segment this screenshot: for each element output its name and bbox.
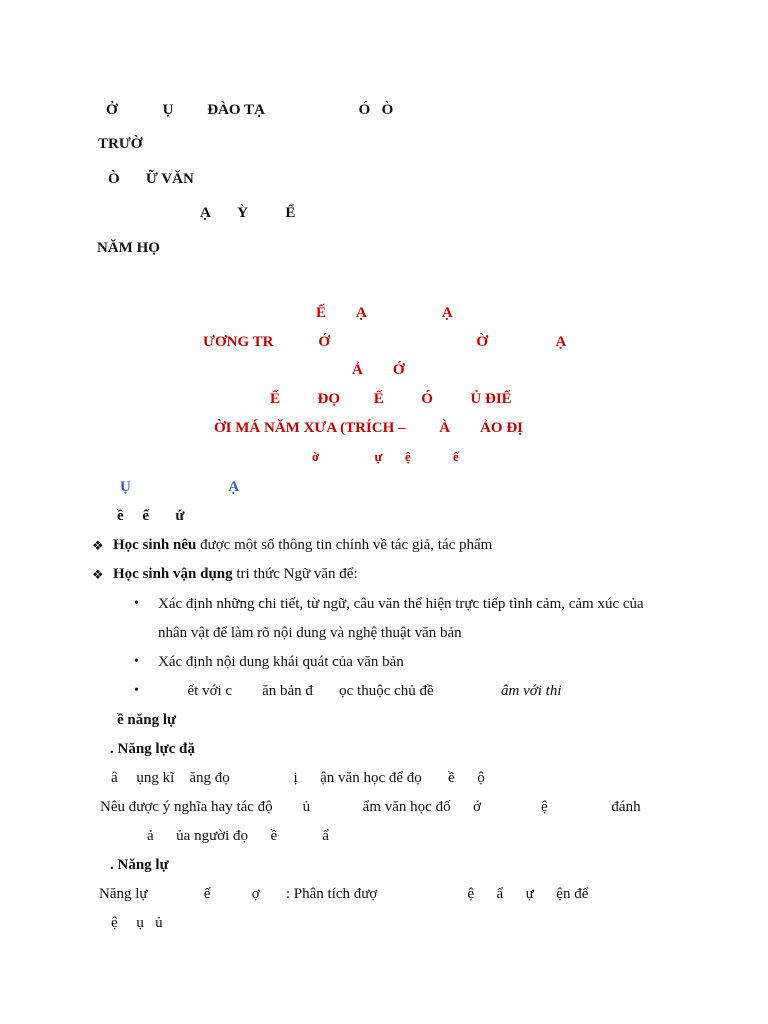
dot-bullet-icon: • <box>134 683 139 698</box>
dot-bullet-icon: • <box>134 596 139 611</box>
diamond-item-2-bold: Học sinh vận dụng <box>113 566 233 582</box>
diamond-item-2-text: tri thức Ngữ văn để: <box>232 566 358 582</box>
paragraph-line-2: Nêu được ý nghĩa hay tác độ ủ ẩm văn học đố ớ ệ đánh <box>100 799 641 815</box>
diamond-item-2 <box>113 565 358 583</box>
bullet-item-2: Xác định nội dung khái quát của văn bản <box>158 654 404 670</box>
title-line-2: ƯƠNG TR Ớ Ờ Ạ <box>203 334 567 350</box>
header-line-year: NĂM HỌ <box>97 240 160 256</box>
paragraph-line-4: Năng lự ế ợ : Phân tích đượ ệ ẩ ự ện để <box>99 886 589 902</box>
bullet-item-3-italic: âm với thi <box>501 683 562 699</box>
diamond-bullet-icon: ❖ <box>92 538 104 553</box>
title-line-1: Ế Ạ Ạ <box>316 305 453 321</box>
paragraph-line-5: ệ ụ ủ <box>111 915 163 931</box>
bullet-item-1-line-1: Xác định những chi tiết, từ ngữ, câu văn thể hiện trực tiếp tình cảm, cảm xúc của <box>158 596 644 612</box>
diamond-bullet-icon: ❖ <box>92 567 104 582</box>
paragraph-line-1: â ụng kĩ ăng đọ ị ận văn học để đọ ề ộ <box>111 770 485 786</box>
bullet-item-1-line-2: nhân vật để làm rõ nội dung và nghệ thuật văn bản <box>158 625 462 641</box>
header-line-school: TRƯỜ <box>98 136 143 152</box>
diamond-item-1-bold: Học sinh nêu <box>113 537 197 553</box>
diamond-item-1 <box>113 536 492 554</box>
header-line-plan: Ạ Ỳ Ể <box>200 205 296 221</box>
title-line-3: Ả Ớ <box>352 362 405 378</box>
title-line-4: Ế ĐỌ Ế Ó Ủ ĐIỂ <box>270 391 512 407</box>
general-competency-heading: . Năng lự <box>110 857 169 873</box>
header-line-ministry: Ở Ụ ĐÀO TẠ Ó Ò <box>106 102 394 118</box>
dot-bullet-icon: • <box>134 654 139 669</box>
special-competency-heading: . Năng lực đặ <box>110 741 195 757</box>
knowledge-subheading: ề ế ứ <box>117 508 185 524</box>
competency-subheading: ề năng lự <box>117 712 177 728</box>
title-line-5: ỜI MÁ NĂM XƯA (TRÍCH – À ẢO ĐỊ <box>214 420 524 436</box>
diamond-item-1-text: được một số thông tin chính về tác giả, tác phẩm <box>196 537 493 553</box>
paragraph-line-3: ả ủa người đọ ề ẩ <box>147 828 329 844</box>
objectives-heading: Ụ Ạ <box>120 479 240 495</box>
title-line-6: ờ ự ệ ế <box>312 449 459 464</box>
bullet-item-3: ết với c ăn bản đ ọc thuộc chủ đề <box>150 683 434 699</box>
header-line-group: Ò Ữ VĂN <box>108 171 194 187</box>
